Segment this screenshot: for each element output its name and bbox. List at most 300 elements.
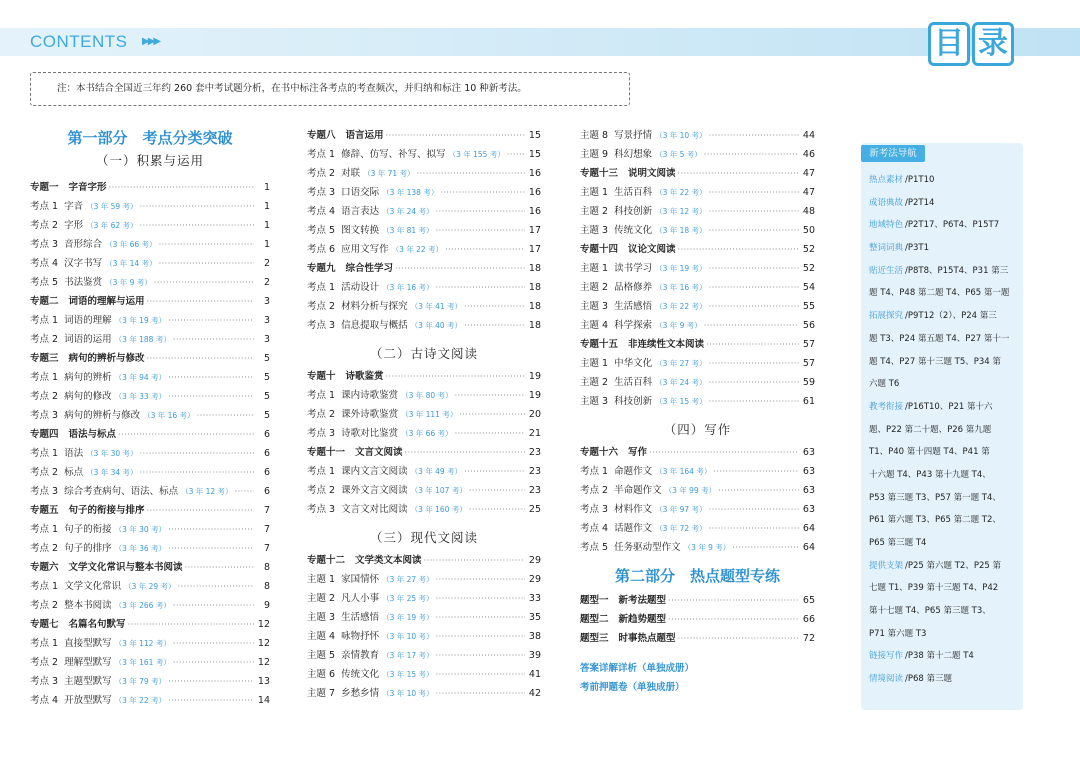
toc-label: 考点 3 <box>30 486 59 497</box>
toc-frequency: （3 年 29 考） <box>124 582 176 591</box>
toc-title: 材料分析与探究 <box>341 301 408 312</box>
toc-label: 主题 1 <box>580 358 609 369</box>
toc-item-row[interactable] <box>307 240 541 259</box>
toc-label: 专题八 <box>307 130 336 141</box>
part-title: 第二部分 热点题型专练 <box>614 567 780 585</box>
toc-item-row[interactable] <box>30 254 270 273</box>
toc-item-row[interactable] <box>307 500 541 519</box>
toc-item-row[interactable] <box>580 373 815 392</box>
toc-topic-row[interactable] <box>30 501 270 520</box>
toc-page-number: 14 <box>257 695 270 706</box>
page-title <box>928 22 1020 68</box>
toc-item-row[interactable] <box>30 216 270 235</box>
toc-page-number: 56 <box>802 320 815 331</box>
toc-title: 语法 <box>64 448 84 459</box>
leader-dots <box>417 164 525 183</box>
toc-list <box>580 126 815 411</box>
sidebar-entry <box>869 169 1019 192</box>
toc-frequency: （3 年 107 考） <box>410 486 467 495</box>
toc-page-number: 61 <box>802 396 815 407</box>
toc-label: 考点 1 <box>30 201 59 212</box>
leader-dots <box>678 240 799 259</box>
leader-dots <box>168 691 254 710</box>
sidebar-text: /P2T14 <box>905 197 935 208</box>
toc-label: 考点 4 <box>30 695 59 706</box>
contents-label: CONTENTS <box>30 32 128 51</box>
title-char: 目 <box>928 22 970 66</box>
leader-dots <box>732 538 799 557</box>
toc-topic-row[interactable] <box>30 558 270 577</box>
toc-page-number: 16 <box>528 206 541 217</box>
toc-label: 考点 2 <box>30 391 59 402</box>
toc-title: 标点 <box>64 467 84 478</box>
toc-title: 生活感悟 <box>614 301 653 312</box>
toc-topic-row[interactable] <box>307 551 541 570</box>
toc-topic-row[interactable] <box>30 349 270 368</box>
toc-page-number: 55 <box>802 301 815 312</box>
leader-dots <box>147 292 254 311</box>
toc-item-row[interactable] <box>307 297 541 316</box>
sidebar-key: 情境阅读 <box>869 674 904 685</box>
note-box: 注：本书结合全国近三年约 260 套中考试题分析，在书中标注各考点的考查频次，并归纳和标注 10 种新考法。 <box>30 72 630 106</box>
leader-dots <box>436 570 525 589</box>
toc-item-row[interactable] <box>307 589 541 608</box>
toc-frequency: （3 年 112 考） <box>114 639 171 648</box>
leader-dots <box>424 551 525 570</box>
toc-title: 图文转换 <box>341 225 380 236</box>
toc-page-number: 17 <box>528 225 541 236</box>
toc-frequency: （3 年 25 考） <box>382 594 434 603</box>
toc-frequency: （3 年 9 考） <box>683 543 731 552</box>
toc-page-number: 3 <box>263 296 270 307</box>
toc-frequency: （3 年 27 考） <box>382 575 434 584</box>
toc-page-number: 15 <box>528 149 541 160</box>
leader-dots <box>464 462 525 481</box>
toc-title: 综合考查病句、语法、标点 <box>64 486 179 497</box>
toc-frequency: （3 年 164 考） <box>655 467 712 476</box>
toc-page-number: 6 <box>263 429 270 440</box>
leader-dots <box>709 392 799 411</box>
leader-dots <box>455 386 525 405</box>
sidebar-text: 第十七题 T4、P65 第三题 T3、 <box>869 606 991 617</box>
sidebar-entry <box>869 373 1019 396</box>
toc-page-number: 17 <box>528 244 541 255</box>
leader-dots <box>678 629 799 648</box>
toc-item-row[interactable] <box>30 368 270 387</box>
toc-title: 半命题作文 <box>614 485 662 496</box>
toc-item-row[interactable] <box>580 259 815 278</box>
toc-title: 咏物抒怀 <box>341 631 380 642</box>
toc-frequency: （3 年 71 考） <box>363 169 415 178</box>
toc-item-row[interactable] <box>580 354 815 373</box>
leader-dots <box>436 627 525 646</box>
toc-frequency: （3 年 79 考） <box>114 677 167 686</box>
toc-label: 考点 2 <box>30 220 59 231</box>
exam-paper-link[interactable]: 考前押题卷（单独成册） <box>580 682 685 693</box>
toc-topic-row[interactable] <box>307 367 541 386</box>
leader-dots <box>168 672 254 691</box>
sidebar-text: 题 T4、P27 第十三题 T5、P34 第 <box>869 356 1001 367</box>
toc-frequency: （3 年 97 考） <box>655 505 707 514</box>
toc-title: 语言运用 <box>345 130 384 141</box>
toc-item-row[interactable] <box>307 665 541 684</box>
toc-item-row[interactable] <box>30 672 270 691</box>
toc-page-number: 23 <box>528 485 541 496</box>
sidebar-entry <box>869 419 1019 442</box>
toc-page-number: 5 <box>263 353 270 364</box>
toc-label: 专题一 <box>30 182 59 193</box>
sidebar-list <box>869 169 1019 691</box>
toc-topic-row[interactable] <box>307 126 541 145</box>
toc-topic-row[interactable] <box>580 443 815 462</box>
toc-item-row[interactable] <box>30 273 270 292</box>
toc-page-number: 66 <box>802 614 815 625</box>
leader-dots <box>713 462 799 481</box>
toc-item-row[interactable] <box>580 316 815 335</box>
toc-title: 整本书阅读 <box>64 600 112 611</box>
toc-label: 主题 4 <box>307 631 336 642</box>
toc-frequency: （3 年 161 考） <box>114 658 171 667</box>
toc-item-row[interactable] <box>30 463 270 482</box>
leader-dots <box>147 501 254 520</box>
toc-frequency: （3 年 111 考） <box>401 410 458 419</box>
sidebar-key: 贴近生活 <box>869 265 904 276</box>
toc-item-row[interactable] <box>580 183 815 202</box>
sidebar-text: /P8T8、P15T4、P31 第三 <box>905 265 1009 276</box>
toc-label: 考点 3 <box>307 504 336 515</box>
toc-frequency: （3 年 19 考） <box>114 316 167 325</box>
toc-item-row[interactable] <box>30 330 270 349</box>
toc-page-number: 21 <box>528 428 541 439</box>
sidebar-text: 十六题 T4、P43 第十九题 T4、 <box>869 469 991 480</box>
toc-item-row[interactable] <box>580 221 815 240</box>
toc-list <box>580 443 815 557</box>
toc-frequency: （3 年 24 考） <box>655 378 707 387</box>
toc-topic-row[interactable] <box>307 259 541 278</box>
toc-frequency: （3 年 266 考） <box>114 601 171 610</box>
toc-page-number: 16 <box>528 187 541 198</box>
toc-label: 主题 3 <box>580 396 609 407</box>
toc-label: 考点 4 <box>30 258 59 269</box>
toc-label: 主题 2 <box>307 593 336 604</box>
toc-item-row[interactable] <box>580 297 815 316</box>
toc-label: 专题十六 <box>580 447 619 458</box>
toc-frequency: （3 年 22 考） <box>655 302 707 311</box>
sidebar-key: 地域特色 <box>869 220 904 231</box>
toc-column-3 <box>580 126 815 697</box>
toc-topic-row[interactable] <box>307 443 541 462</box>
toc-item-row[interactable] <box>307 221 541 240</box>
toc-item-row[interactable] <box>307 145 541 164</box>
toc-title: 说明文阅读 <box>628 168 676 179</box>
toc-item-row[interactable] <box>30 482 270 501</box>
toc-frequency: （3 年 19 考） <box>655 264 707 273</box>
toc-topic-row[interactable] <box>580 591 815 610</box>
toc-label: 考点 6 <box>307 244 336 255</box>
toc-label: 专题六 <box>30 562 59 573</box>
toc-title: 文学类文本阅读 <box>355 555 422 566</box>
toc-label: 专题十三 <box>580 168 619 179</box>
sidebar-text: P65 第三题 T4 <box>869 538 927 548</box>
toc-item-row[interactable] <box>30 691 270 710</box>
toc-item-row[interactable] <box>580 481 815 500</box>
toc-item-row[interactable] <box>580 538 815 557</box>
section-title: （四）写作 <box>663 422 732 437</box>
toc-frequency: （3 年 19 考） <box>382 613 434 622</box>
toc-item-row[interactable] <box>30 235 270 254</box>
toc-page-number: 1 <box>263 220 270 231</box>
toc-item-row[interactable] <box>30 577 270 596</box>
sidebar-text: 题 T4、P48 第二题 T4、P65 第一题 <box>869 288 1010 299</box>
toc-label: 主题 1 <box>580 263 609 274</box>
toc-frequency: （3 年 188 考） <box>114 335 171 344</box>
toc-label: 考点 1 <box>307 149 336 160</box>
toc-title: 病句的修改 <box>64 391 112 402</box>
toc-frequency: （3 年 34 考） <box>86 468 138 477</box>
toc-title: 应用文写作 <box>341 244 389 255</box>
toc-title: 课外文言文阅读 <box>341 485 408 496</box>
toc-title: 字音字形 <box>68 182 107 193</box>
toc-label: 专题七 <box>30 619 59 630</box>
toc-label: 主题 9 <box>580 149 609 160</box>
toc-item-row[interactable] <box>30 653 270 672</box>
toc-label: 考点 4 <box>580 523 609 534</box>
toc-frequency: （3 年 9 考） <box>105 278 152 287</box>
toc-title: 课外诗歌鉴赏 <box>341 409 399 420</box>
toc-title: 科技创新 <box>614 396 653 407</box>
leader-dots <box>128 615 254 634</box>
toc-topic-row[interactable] <box>30 178 270 197</box>
toc-item-row[interactable] <box>30 311 270 330</box>
toc-item-row[interactable] <box>30 520 270 539</box>
toc-frequency: （3 年 138 考） <box>382 188 439 197</box>
new-method-sidebar <box>861 143 1023 710</box>
toc-label: 考点 1 <box>30 448 59 459</box>
sidebar-text: 题、P22 第二十题、P26 第九题 <box>869 424 992 435</box>
toc-item-row[interactable] <box>307 316 541 335</box>
toc-page-number: 5 <box>263 391 270 402</box>
toc-topic-row[interactable] <box>580 610 815 629</box>
sidebar-key: 拓展探究 <box>869 311 904 322</box>
toc-item-row[interactable] <box>30 444 270 463</box>
sidebar-text: 六题 T6 <box>869 379 900 390</box>
toc-item-row[interactable] <box>30 406 270 425</box>
toc-item-row[interactable] <box>307 386 541 405</box>
leader-dots <box>709 183 799 202</box>
toc-title: 生活感悟 <box>341 612 380 623</box>
toc-label: 主题 2 <box>580 282 609 293</box>
sidebar-key: 整词词典 <box>869 243 904 254</box>
toc-page-number: 18 <box>528 320 541 331</box>
toc-item-row[interactable] <box>580 278 815 297</box>
toc-title: 生活百科 <box>614 187 653 198</box>
toc-frequency: （3 年 80 考） <box>401 391 453 400</box>
leader-dots <box>706 335 799 354</box>
leader-dots <box>704 316 799 335</box>
toc-list <box>580 591 815 648</box>
toc-item-row[interactable] <box>307 570 541 589</box>
toc-label: 题型一 <box>580 595 609 606</box>
toc-frequency: （3 年 94 考） <box>114 373 167 382</box>
toc-page-number: 64 <box>802 523 815 534</box>
leader-dots <box>709 373 799 392</box>
toc-item-row[interactable] <box>307 202 541 221</box>
toc-item-row[interactable] <box>580 500 815 519</box>
sidebar-text: T1、P40 第十四题 T4、P41 第 <box>869 447 990 458</box>
toc-item-row[interactable] <box>307 481 541 500</box>
sidebar-key: 链接写作 <box>869 651 904 662</box>
toc-label: 考点 2 <box>307 409 336 420</box>
toc-item-row[interactable] <box>307 684 541 703</box>
leader-dots <box>709 221 799 240</box>
toc-page-number: 7 <box>263 505 270 516</box>
toc-item-row[interactable] <box>580 392 815 411</box>
toc-item-row[interactable] <box>307 405 541 424</box>
sidebar-entry <box>869 464 1019 487</box>
leader-dots <box>159 235 254 254</box>
toc-label: 考点 4 <box>307 206 336 217</box>
toc-item-row[interactable] <box>307 278 541 297</box>
sidebar-text: /P9T12（2）、P24 第三 <box>905 311 997 322</box>
leader-dots <box>147 349 254 368</box>
toc-frequency: （3 年 81 考） <box>382 226 434 235</box>
toc-label: 考点 2 <box>307 301 336 312</box>
toc-page-number: 25 <box>528 504 541 515</box>
toc-title: 时事热点题型 <box>618 633 676 644</box>
answer-book-link[interactable]: 答案详解详析（单独成册） <box>580 663 695 674</box>
toc-label: 考点 2 <box>307 168 336 179</box>
sidebar-text: P71 第六题 T3 <box>869 628 927 639</box>
toc-item-row[interactable] <box>30 387 270 406</box>
toc-label: 题型二 <box>580 614 609 625</box>
toc-item-row[interactable] <box>30 197 270 216</box>
leader-dots <box>140 197 254 216</box>
toc-page-number: 6 <box>263 486 270 497</box>
toc-item-row[interactable] <box>307 627 541 646</box>
toc-item-row[interactable] <box>30 539 270 558</box>
toc-title: 音形综合 <box>64 239 103 250</box>
toc-item-row[interactable] <box>580 462 815 481</box>
toc-item-row[interactable] <box>580 202 815 221</box>
toc-title: 诗歌对比鉴赏 <box>341 428 399 439</box>
toc-topic-row[interactable] <box>580 629 815 648</box>
toc-label: 专题九 <box>307 263 336 274</box>
leader-dots <box>386 126 525 145</box>
toc-page-number: 52 <box>802 263 815 274</box>
toc-frequency: （3 年 59 考） <box>86 202 138 211</box>
leader-dots <box>436 221 525 240</box>
toc-title: 语言表达 <box>341 206 380 217</box>
toc-item-row[interactable] <box>307 462 541 481</box>
toc-title: 综合性学习 <box>345 263 394 274</box>
toc-label: 考点 2 <box>30 657 59 668</box>
section-title: （一）积累与运用 <box>95 153 204 168</box>
sidebar-key: 教考衔接 <box>869 401 904 412</box>
toc-topic-row[interactable] <box>580 164 815 183</box>
sidebar-entry <box>869 351 1019 374</box>
toc-item-row[interactable] <box>580 145 815 164</box>
toc-topic-row[interactable] <box>30 615 270 634</box>
toc-topic-row[interactable] <box>30 425 270 444</box>
toc-title: 传统文化 <box>614 225 653 236</box>
toc-item-row[interactable] <box>307 164 541 183</box>
toc-frequency: （3 年 66 考） <box>401 429 453 438</box>
leader-dots <box>709 202 799 221</box>
sidebar-entry <box>869 600 1019 623</box>
leader-dots <box>459 405 525 424</box>
toc-label: 考点 3 <box>580 504 609 515</box>
toc-label: 专题二 <box>30 296 59 307</box>
toc-list <box>30 178 270 710</box>
toc-title: 材料作文 <box>614 504 653 515</box>
toc-frequency: （3 年 5 考） <box>655 150 702 159</box>
toc-page-number: 38 <box>528 631 541 642</box>
section-title: （二）古诗文阅读 <box>369 346 478 361</box>
toc-item-row[interactable] <box>580 519 815 538</box>
leader-dots <box>154 273 254 292</box>
toc-title: 生活百科 <box>614 377 653 388</box>
leader-dots <box>168 520 254 539</box>
toc-label: 考点 1 <box>30 638 59 649</box>
toc-item-row[interactable] <box>30 634 270 653</box>
toc-title: 非连续性文本阅读 <box>628 339 705 350</box>
leader-dots <box>718 481 799 500</box>
sidebar-text: /P2T17、P6T4、P15T7 <box>905 220 1000 231</box>
toc-page-number: 7 <box>263 543 270 554</box>
toc-title: 新趋势题型 <box>618 614 667 625</box>
sidebar-text: /P38 第十二题 T4 <box>905 651 974 662</box>
leader-dots <box>118 425 254 444</box>
toc-item-row[interactable] <box>30 596 270 615</box>
toc-item-row[interactable] <box>580 126 815 145</box>
leader-dots <box>436 589 525 608</box>
leader-dots <box>197 406 254 425</box>
toc-item-row[interactable] <box>307 424 541 443</box>
leader-dots <box>709 297 799 316</box>
toc-frequency: （3 年 27 考） <box>655 359 707 368</box>
toc-frequency: （3 年 16 考） <box>382 283 434 292</box>
toc-label: 考点 5 <box>307 225 336 236</box>
toc-page-number: 19 <box>528 390 541 401</box>
toc-item-row[interactable] <box>307 608 541 627</box>
toc-label: 考点 3 <box>307 428 336 439</box>
toc-page-number: 18 <box>528 301 541 312</box>
toc-page-number: 48 <box>802 206 815 217</box>
sidebar-key: 提供支架 <box>869 560 904 571</box>
toc-item-row[interactable] <box>307 183 541 202</box>
toc-topic-row[interactable] <box>30 292 270 311</box>
toc-page-number: 6 <box>263 448 270 459</box>
toc-title: 传统文化 <box>341 669 380 680</box>
toc-page-number: 3 <box>263 315 270 326</box>
sidebar-entry <box>869 328 1019 351</box>
toc-item-row[interactable] <box>307 646 541 665</box>
toc-page-number: 8 <box>263 562 270 573</box>
toc-topic-row[interactable] <box>580 240 815 259</box>
leader-dots <box>668 591 799 610</box>
header-band <box>0 28 1080 56</box>
toc-page-number: 57 <box>802 339 815 350</box>
toc-frequency: （3 年 40 考） <box>410 321 463 330</box>
sidebar-text: /P25 第六题 T2、P25 第 <box>905 560 1001 571</box>
toc-label: 主题 2 <box>580 206 609 217</box>
toc-page-number: 3 <box>263 334 270 345</box>
toc-page-number: 63 <box>802 485 815 496</box>
toc-page-number: 1 <box>263 239 270 250</box>
toc-topic-row[interactable] <box>580 335 815 354</box>
toc-title: 课内诗歌鉴赏 <box>341 390 399 401</box>
toc-page-number: 72 <box>802 633 815 644</box>
